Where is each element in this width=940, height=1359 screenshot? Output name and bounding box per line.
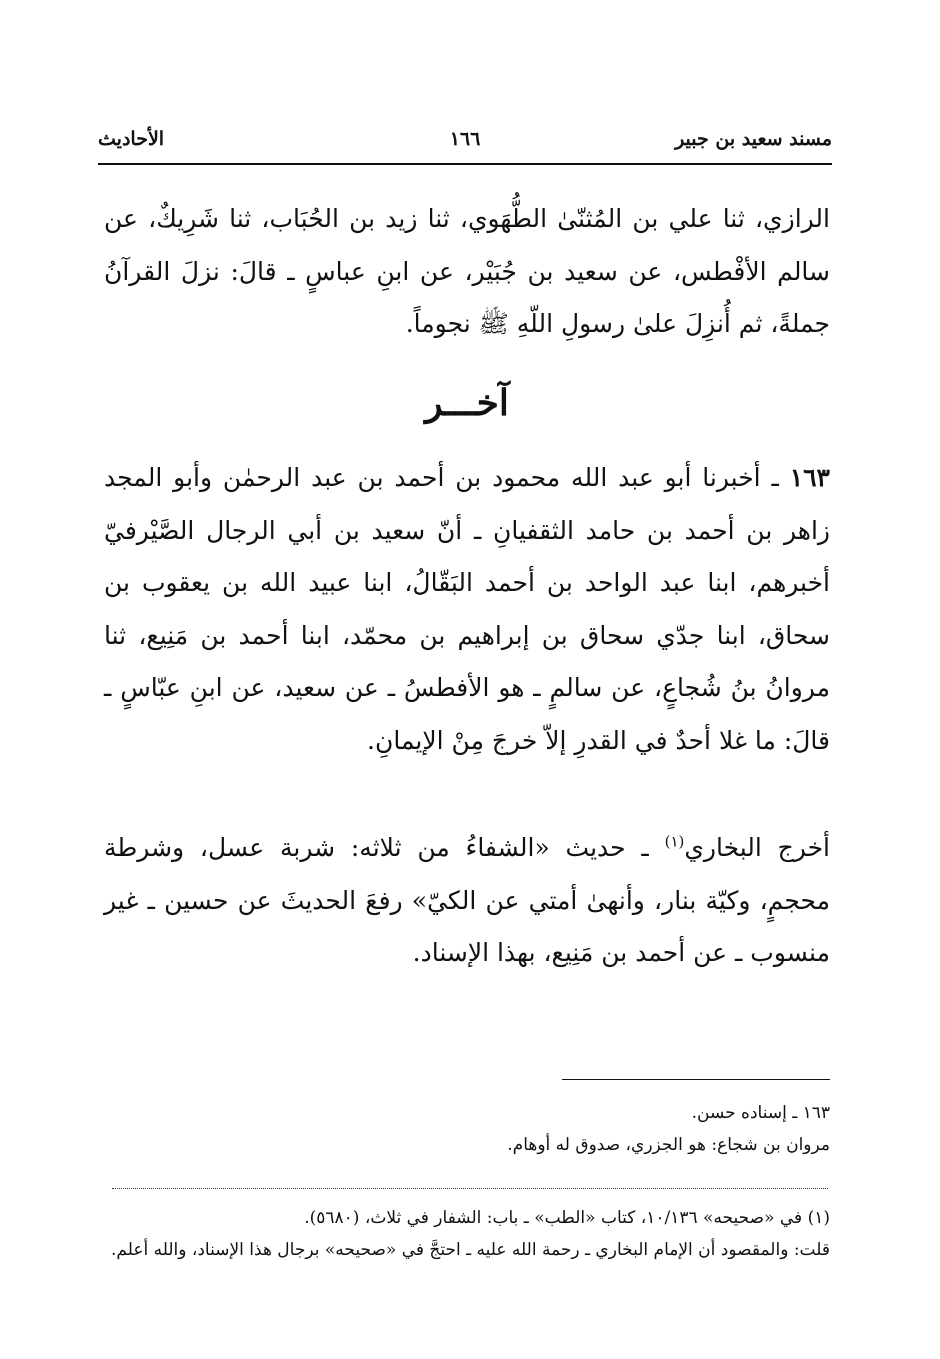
section-heading: آخـــر: [425, 382, 509, 424]
footnote-dotted-separator: [112, 1188, 828, 1189]
hadith-text: ـ أخبرنا أبو عبد الله محمود بن أحمد بن عبد الرحمٰن وأبو المجد زاهر بن أحمد بن حامد الثقفيانِ ـ أنّ سعيد بن أبي الرجال الصَّيْرفيّ أخبرهم، ابنا عبد الواحد بن أحمد البَقّالُ، ابنا عبيد الله بن يعقوب بن سحاق، ابنا جدّي سحاق بن إبراهيم بن محمّد، ابنا أحمد بن مَنِيع، ثنا مروانُ بنُ شُجاعٍ، عن سالمٍ ـ هو الأفطسُ ـ عن سعيد، عن ابنِ عبّاسٍ ـ قالَ: ما غلا أحدٌ في القدرِ إلاّ خرجَ مِنْ الإيمانِ.: [104, 463, 830, 755]
running-header: [98, 128, 832, 162]
footnote-separator: [562, 1079, 830, 1080]
continued-hadith-paragraph: الرازي، ثنا علي بن المُثنّىٰ الطُّهَوي، ثنا زيد بن الحُبَاب، ثنا شَرِيكٌ، عن سالم الأفْطس، عن سعيد بن جُبَيْر، عن ابنِ عباسٍ ـ قالَ: نزلَ القرآنُ جملةً، ثم أُنزِلَ علىٰ رسولِ اللّهِ ﷺ نجوماً.: [104, 204, 830, 338]
header-section-title: الأحاديث: [98, 128, 165, 150]
header-rule: [98, 163, 832, 165]
takhrij-paragraph: [104, 822, 830, 980]
hadith-footnotes: [104, 1097, 830, 1161]
page-number: ١٦٦: [449, 128, 481, 150]
reference-note-comment: قلت: والمقصود أن الإمام البخاري ـ رحمة الله عليه ـ احتجَّ في «صحيحه» برجال هذا الإسناد، والله أعلم.: [110, 1240, 830, 1260]
hadith-paragraph: [104, 452, 830, 767]
footnote-ref[interactable]: (١): [664, 832, 685, 851]
reference-footnotes: [104, 1202, 830, 1266]
narrator-note: مروان بن شجاع: هو الجزري، صدوق له أوهام.: [507, 1135, 830, 1155]
hadith-grading-note: ١٦٣ ـ إسناده حسن.: [691, 1103, 830, 1123]
takhrij-lead: أخرج البخاري: [684, 833, 831, 862]
takhrij-text: ـ حديث «الشفاءُ من ثلاثه: شربة عسل، وشرطة محجمٍ، وكيّة بنار، وأنهىٰ أمتي عن الكيّ» رفعَ الحديثَ عن حسين ـ غير منسوب ـ عن أحمد بن مَنِيع، بهذا الإسناد.: [104, 833, 830, 967]
reference-note-source: (١) في «صحيحه» ١٠/١٣٦، كتاب «الطب» ـ باب: الشفار في ثلاث، (٥٦٨٠).: [304, 1208, 830, 1228]
hadith-number: ١٦٣: [789, 463, 830, 492]
header-book-title: مسند سعيد بن جبير: [675, 128, 832, 150]
